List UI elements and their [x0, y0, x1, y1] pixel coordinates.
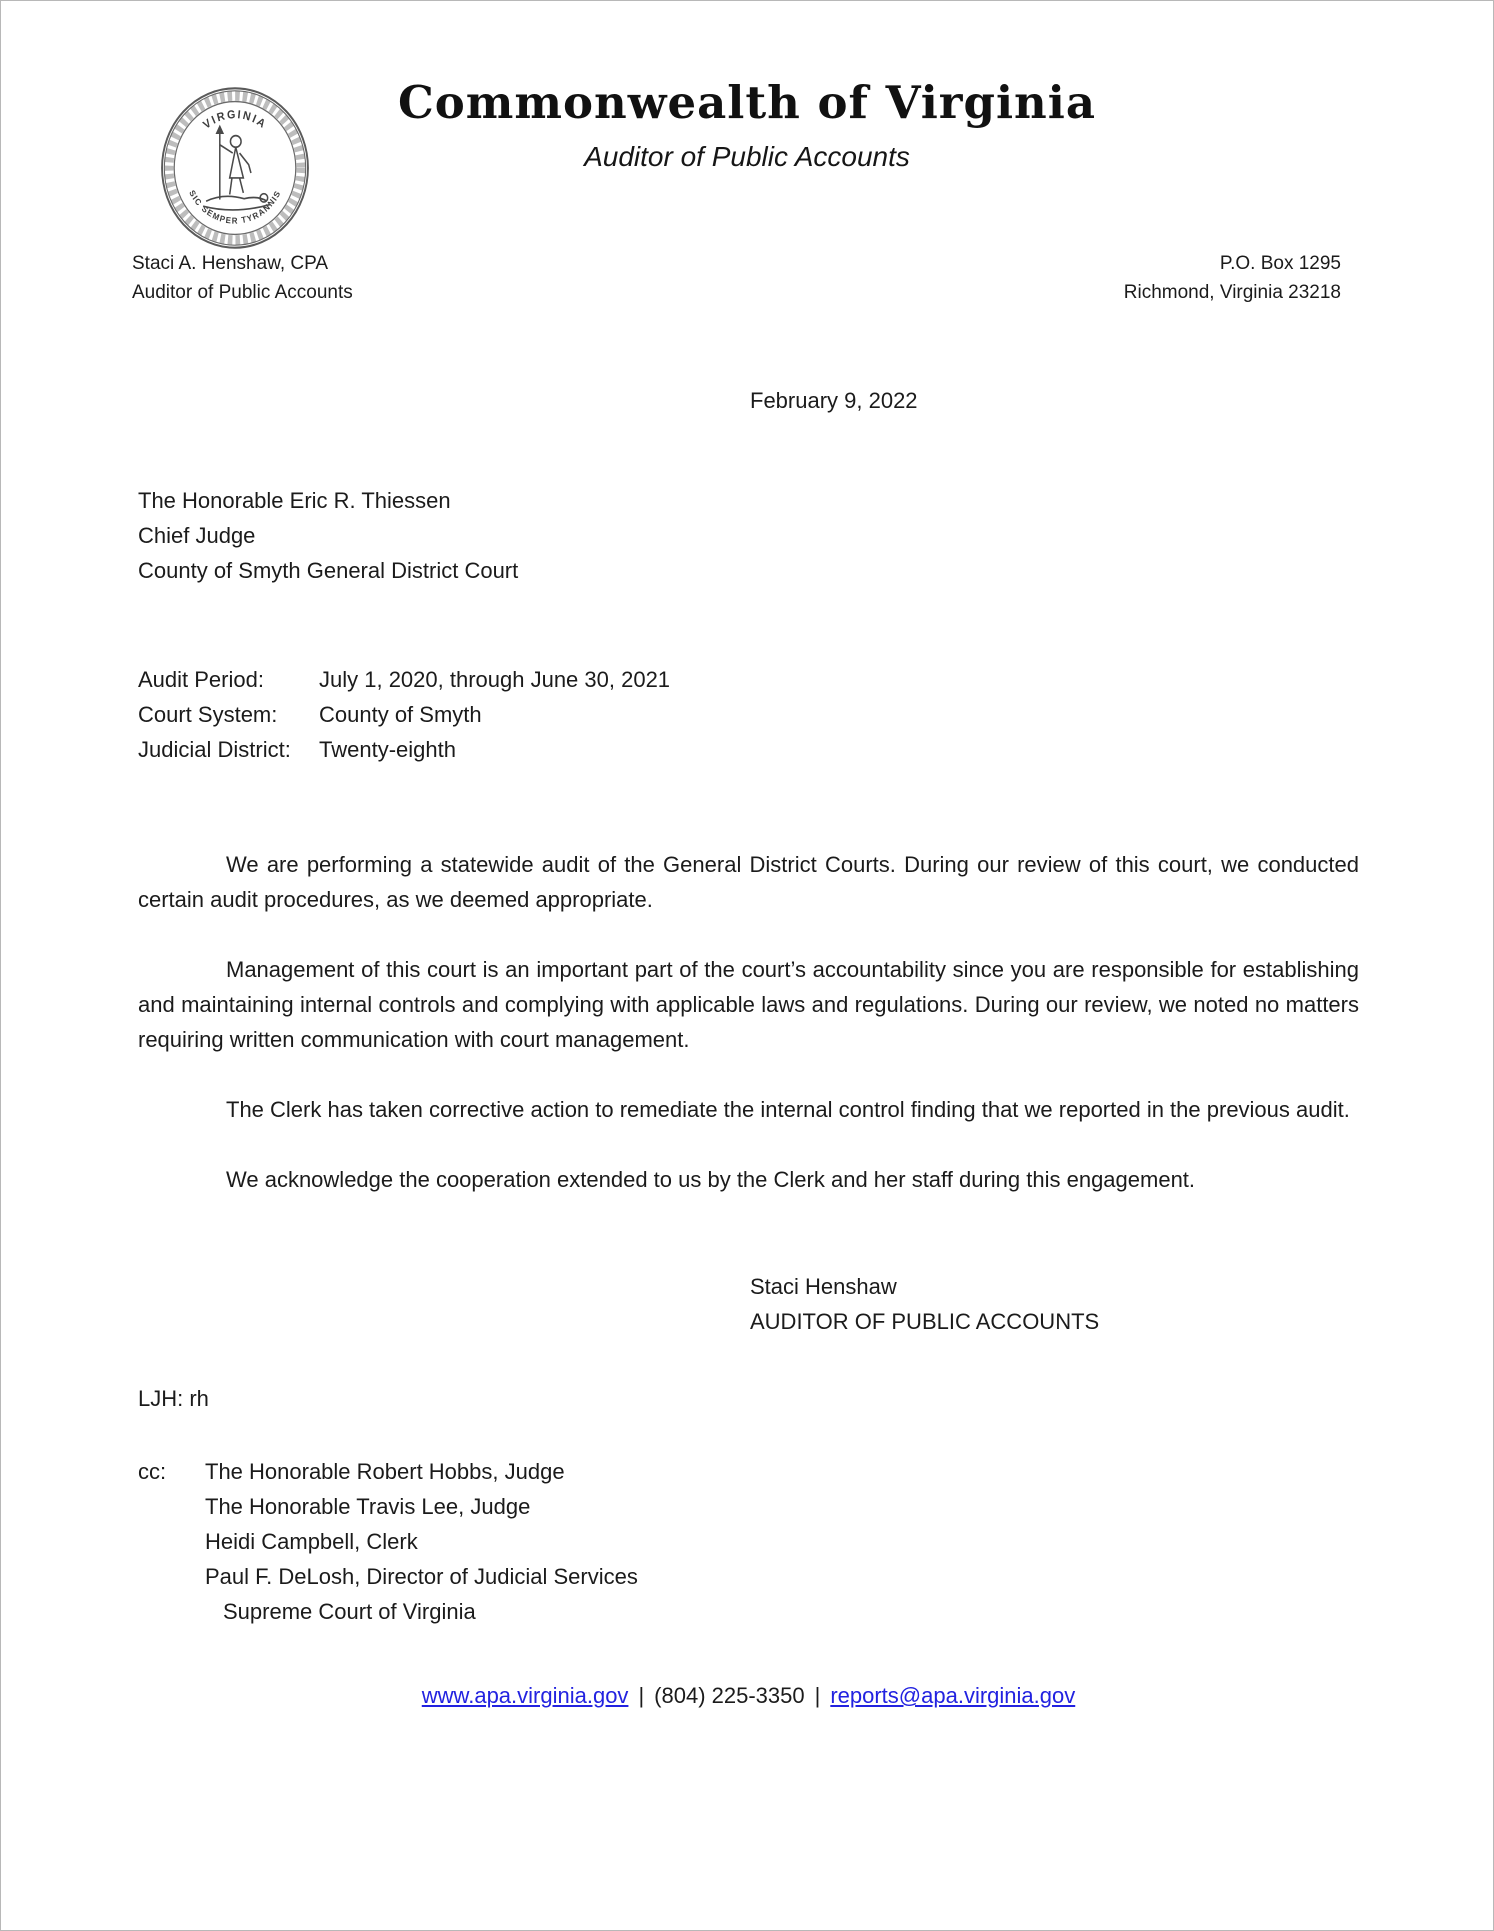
letterhead — [1, 1, 1493, 311]
paragraph-3: The Clerk has taken corrective action to remediate the internal control finding that we reported in the previous audit. — [226, 1097, 1350, 1122]
org-title: Commonwealth of Virginia — [397, 76, 1097, 129]
letter-body — [1, 387, 1493, 1711]
cc-recipient: Supreme Court of Virginia — [223, 1599, 476, 1624]
cc-recipient: Paul F. DeLosh, Director of Judicial Services — [205, 1564, 638, 1589]
cc-row — [138, 1559, 1359, 1594]
website-link[interactable]: www.apa.virginia.gov — [421, 1683, 629, 1708]
separator: | — [814, 1683, 821, 1708]
audit-info-row — [138, 732, 1359, 767]
masthead — [1, 77, 1493, 173]
signer-title: AUDITOR OF PUBLIC ACCOUNTS — [750, 1309, 1100, 1334]
court-system-label: Court System: — [138, 702, 278, 727]
paragraph-1: We are performing a statewide audit of the General District Courts. During our review of this court, we conducted certain audit procedures, as we deemed appropriate. — [138, 852, 1359, 912]
recipient-name: The Honorable Eric R. Thiessen — [138, 488, 451, 513]
official-name: Staci A. Henshaw, CPA — [132, 253, 329, 274]
org-subtitle: Auditor of Public Accounts — [584, 141, 910, 172]
seal-bottom-text: SIC SEMPER TYRANNIS — [187, 188, 283, 226]
cc-row — [138, 1454, 1359, 1489]
address-line1: P.O. Box 1295 — [1219, 253, 1341, 274]
email-link[interactable]: reports@apa.virginia.gov — [830, 1683, 1076, 1708]
cc-label-spacer — [138, 1489, 205, 1524]
cc-recipient: Heidi Campbell, Clerk — [205, 1529, 418, 1554]
letter-date: February 9, 2022 — [750, 388, 918, 413]
recipient-organization: County of Smyth General District Court — [138, 558, 519, 583]
official-title: Auditor of Public Accounts — [132, 282, 353, 303]
audit-info-row — [138, 662, 1359, 697]
cc-row — [138, 1594, 1359, 1629]
signature-block — [138, 1269, 1359, 1339]
recipient-title: Chief Judge — [138, 523, 256, 548]
cc-label-spacer — [138, 1594, 205, 1629]
cc-recipient: The Honorable Travis Lee, Judge — [205, 1494, 531, 1519]
footer-contact-line — [138, 1681, 1359, 1711]
paragraph-4: We acknowledge the cooperation extended to us by the Clerk and her staff during this engagement. — [226, 1167, 1196, 1192]
audit-period-label: Audit Period: — [138, 667, 264, 692]
recipient-block — [138, 483, 1359, 588]
cc-row — [138, 1524, 1359, 1559]
court-system-value: County of Smyth — [319, 702, 482, 727]
cc-recipient: The Honorable Robert Hobbs, Judge — [205, 1459, 565, 1484]
separator: | — [638, 1683, 645, 1708]
audit-period-value: July 1, 2020, through June 30, 2021 — [319, 667, 671, 692]
cc-row — [138, 1489, 1359, 1524]
paragraph-2: Management of this court is an important part of the court’s accountability since you are responsible for establishing and maintaining internal controls and complying with applicable laws and regulations. During our review, we noted no matters requiring written communication with court management. — [138, 957, 1359, 1052]
cc-label: cc: — [138, 1459, 167, 1484]
audit-info-block — [138, 662, 1359, 767]
cc-label-spacer — [138, 1524, 205, 1559]
official-block — [132, 249, 353, 307]
cc-label-spacer — [138, 1559, 205, 1594]
address-line2: Richmond, Virginia 23218 — [1123, 282, 1341, 303]
cc-block — [138, 1454, 1359, 1629]
address-block — [1124, 249, 1341, 307]
signer-name: Staci Henshaw — [750, 1274, 897, 1299]
audit-info-row — [138, 697, 1359, 732]
judicial-district-label: Judicial District: — [138, 737, 291, 762]
reference-initials: LJH: rh — [138, 1386, 209, 1411]
seal-top-text: VIRGINIA — [201, 108, 269, 132]
judicial-district-value: Twenty-eighth — [319, 737, 456, 762]
phone-number: (804) 225-3350 — [654, 1683, 805, 1708]
